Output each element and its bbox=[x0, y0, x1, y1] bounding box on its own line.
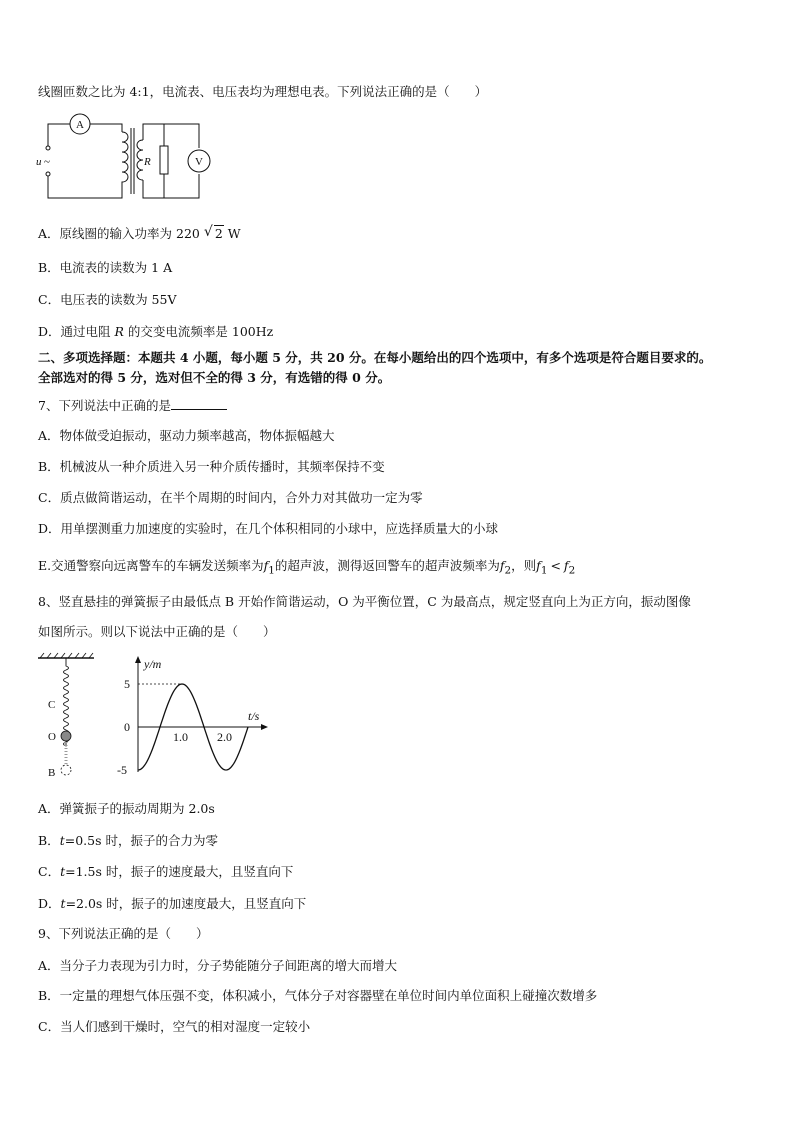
q8-option-b-prefix: B． bbox=[38, 833, 60, 848]
q8-option-c-text: =1.5s 时，振子的速度最大，且竖直向下 bbox=[65, 864, 294, 879]
source-terminal-top bbox=[46, 146, 50, 150]
section2-instructions-line1: 二、多项选择题：本题共 4 小题，每小题 5 分，共 20 分。在每小题给出的四个选项中，有多个选项是符合题目要求的。 bbox=[38, 350, 712, 365]
label-o: O bbox=[48, 731, 56, 743]
q6-option-a bbox=[38, 226, 241, 242]
q6-option-c: C．电压表的读数为 55V bbox=[38, 292, 177, 307]
q6-option-b: B．电流表的读数为 1 A bbox=[38, 260, 173, 275]
q8-option-d bbox=[38, 896, 306, 912]
x-axis-arrow bbox=[261, 724, 268, 730]
q9-option-b: B．一定量的理想气体压强不变，体积减小，气体分子对容器壁在单位时间内单位面积上碰撞次数增多 bbox=[38, 988, 598, 1003]
voltmeter-label: V bbox=[195, 156, 203, 168]
q9-option-a: A．当分子力表现为引力时，分子势能随分子间距离的增大而增大 bbox=[38, 958, 398, 973]
q6-option-d-prefix: D．通过电阻 bbox=[38, 324, 115, 339]
ceiling-hatch bbox=[40, 653, 93, 658]
f1-symbol: f bbox=[263, 558, 269, 573]
q8-option-c-prefix: C． bbox=[38, 864, 61, 879]
q7-option-d: D．用单摆测重力加速度的实验时，在几个体积相同的小球中，应选择质量大的小球 bbox=[38, 521, 499, 536]
q9-option-c: C．当人们感到干燥时，空气的相对湿度一定较小 bbox=[38, 1019, 311, 1034]
label-b: B bbox=[48, 767, 56, 779]
y-tick-label: 0 bbox=[124, 720, 130, 734]
less-than-sign: < bbox=[550, 558, 561, 573]
q7-option-e-text: E.交通警察向远离警车的车辆发送频率为 bbox=[38, 558, 264, 573]
q6-option-d-suffix: 的交变电流频率是 100Hz bbox=[123, 324, 274, 339]
q8-option-c-var: t bbox=[60, 864, 66, 879]
source-u-label: u bbox=[36, 156, 42, 168]
f2-subscript: 2 bbox=[504, 564, 512, 577]
q7-option-c: C．质点做简谐运动，在半个周期的时间内，合外力对其做功一定为零 bbox=[38, 490, 423, 505]
answer-blank bbox=[171, 397, 227, 410]
q8-option-a: A．弹簧振子的振动周期为 2.0s bbox=[38, 801, 215, 816]
f2-symbol: f bbox=[499, 558, 505, 573]
f1-subscript: 1 bbox=[268, 564, 275, 577]
spring-oscillator-figure bbox=[36, 652, 96, 780]
q8-option-b-text: =0.5s 时，振子的合力为零 bbox=[64, 833, 218, 848]
f1-subscript-ineq: 1 bbox=[540, 564, 548, 577]
y-axis-label: y/m bbox=[144, 657, 162, 671]
q8-option-d-prefix: D． bbox=[38, 896, 61, 911]
y-tick-label: 5 bbox=[124, 677, 130, 691]
q8-option-c bbox=[38, 864, 293, 880]
ammeter-label: A bbox=[76, 119, 84, 131]
q8-option-b-var: t bbox=[59, 833, 65, 848]
primary-coil bbox=[122, 132, 128, 190]
q7-option-e-end: ，则 bbox=[511, 558, 537, 573]
resistor-label: R bbox=[144, 156, 151, 168]
x-axis-label: t/s bbox=[248, 709, 260, 723]
q6-option-a-text: A．原线圈的输入功率为 220 bbox=[38, 226, 200, 241]
q7-stem-text: 7、下列说法中正确的是 bbox=[38, 398, 171, 413]
source-terminal-bottom bbox=[46, 172, 50, 176]
q7-option-a: A．物体做受迫振动，驱动力频率越高，物体振幅越大 bbox=[38, 428, 335, 443]
ball-at-o bbox=[61, 731, 71, 741]
q7-option-e bbox=[38, 558, 575, 579]
q8-stem-line2: 如图所示。则以下说法中正确的是（ ） bbox=[38, 624, 276, 639]
x-tick-label: 2.0 bbox=[217, 730, 232, 744]
source-tilde-label: ~ bbox=[44, 156, 50, 168]
q6-option-d-var: R bbox=[114, 324, 124, 339]
q6-stem: 线圈匝数之比为 4:1，电流表、电压表均为理想电表。下列说法正确的是（ ） bbox=[38, 84, 488, 99]
f1-symbol-ineq: f bbox=[536, 558, 541, 573]
q6-option-d bbox=[38, 324, 273, 340]
y-tick-label: -5 bbox=[117, 763, 127, 777]
ball-at-b-dashed bbox=[61, 765, 71, 775]
q7-option-b: B．机械波从一种介质进入另一种介质传播时，其频率保持不变 bbox=[38, 459, 385, 474]
q8-stem-line1: 8、竖直悬挂的弹簧振子由最低点 B 开始作简谐运动，O 为平衡位置，C 为最高点，规定竖直向上为正方向，振动图像 bbox=[38, 594, 691, 609]
resistor bbox=[160, 146, 168, 174]
vibration-graph bbox=[108, 652, 278, 780]
sqrt-2: √ 2 bbox=[204, 226, 224, 242]
transformer-circuit-diagram bbox=[34, 110, 214, 200]
q7-stem bbox=[38, 397, 227, 414]
q7-option-e-mid: 的超声波，测得返回警车的超声波频率为 bbox=[274, 558, 500, 573]
q8-option-b bbox=[38, 833, 218, 849]
q8-option-d-text: =2.0s 时，振子的加速度最大，且竖直向下 bbox=[65, 896, 307, 911]
q6-option-a-unit: W bbox=[227, 226, 241, 241]
q8-option-d-var: t bbox=[60, 896, 66, 911]
secondary-coil bbox=[137, 140, 143, 180]
y-axis-arrow bbox=[135, 656, 141, 663]
x-tick-label: 1.0 bbox=[173, 730, 188, 744]
f2-symbol-ineq: f bbox=[563, 558, 569, 573]
f2-subscript-ineq: 2 bbox=[568, 564, 576, 577]
section2-instructions-line2: 全部选对的得 5 分，选对但不全的得 3 分，有选错的得 0 分。 bbox=[38, 370, 391, 385]
label-c: C bbox=[48, 699, 56, 711]
q9-stem: 9、下列说法正确的是（ ） bbox=[38, 926, 209, 941]
